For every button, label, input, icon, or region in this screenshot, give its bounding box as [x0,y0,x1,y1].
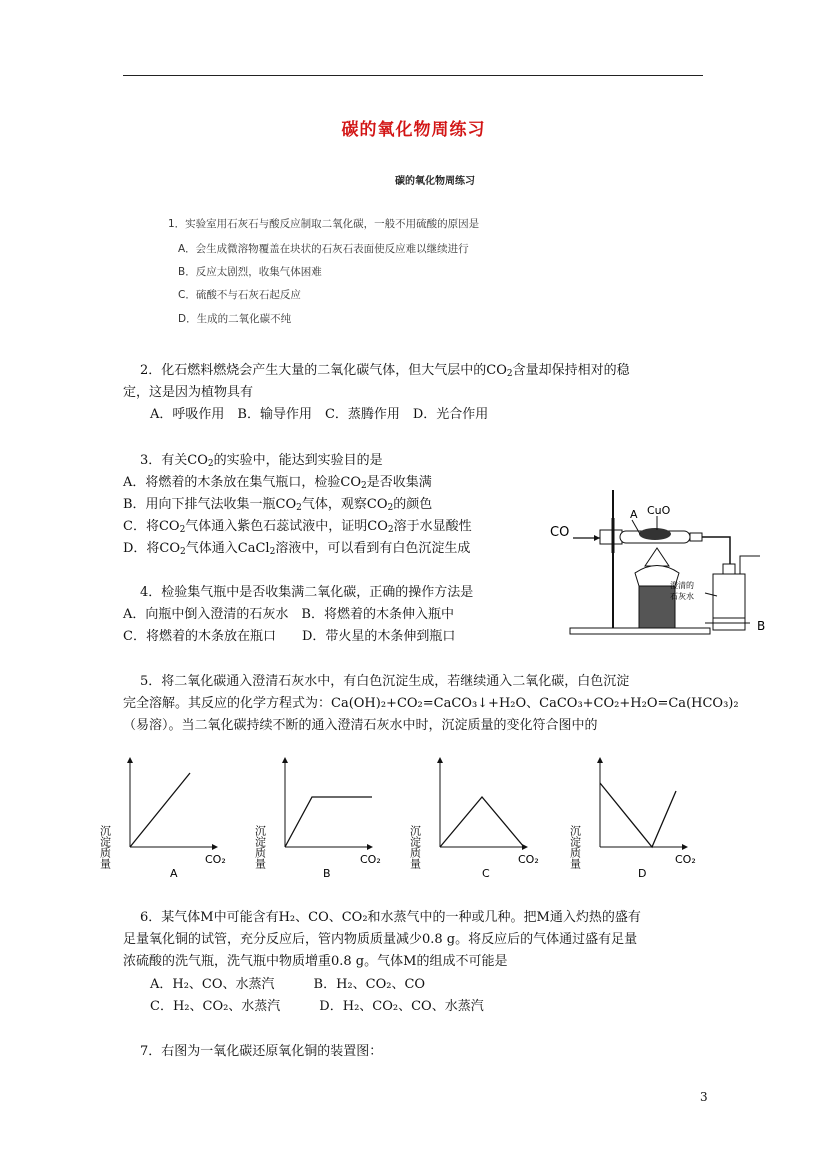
svg-text:CuO: CuO [647,504,671,517]
page-number: 3 [700,1090,708,1104]
q1-option-a: A．会生成微溶物覆盖在块状的石灰石表面使反应难以继续进行 [178,243,469,255]
q1-option-c: C．硫酸不与石灰石起反应 [178,289,301,301]
graph-a-ylabel: 沉淀质量 [98,825,112,869]
svg-text:B: B [757,619,766,633]
graph-b [254,760,381,880]
q1-option-d: D．生成的二氧化碳不纯 [178,313,292,325]
q3-stem: 3．有关$CO_2$的实验中，能达到实验目的是 [140,453,383,469]
scan-title: 碳的氧化物周练习 [395,176,475,187]
graph-a-label: A [170,867,178,880]
q1-stem: 1．实验室用石灰石与酸反应制取二氧化碳，一般不用硫酸的原因是 [168,218,480,230]
q6-options-cd: C．H₂、CO₂、水蒸汽 D．H₂、CO₂、CO、水蒸汽 [150,999,484,1014]
svg-text:石灰水: 石灰水 [670,592,694,601]
graph-c-curve [440,797,524,847]
q6-line-3: 浓硫酸的洗气瓶，洗气瓶中物质增重0.8 g。气体M的组成不可能是 [123,954,508,969]
q6-line-1: 6．某气体M中可能含有H₂、CO、CO₂和水蒸气中的一种或几种。把M通入灼热的盛有 [140,910,641,925]
svg-text:澄清的: 澄清的 [670,581,694,590]
graph-c-ylabel: 沉淀质量 [408,825,422,869]
q3-option-c: C．将$CO_2$气体通入紫色石蕊试液中，证明$CO_2$溶于水显酸性 [123,519,472,535]
q5-line-2: 完全溶解。其反应的化学方程式为：Ca(OH)₂+CO₂=CaCO₃↓+H₂O、CaCO₃+CO₂+H₂O=Ca(HCO₃)₂ [123,696,739,711]
graph-a [99,760,226,880]
precipitate-graphs [100,755,720,885]
svg-text:A: A [630,508,638,521]
graph-a-curve [130,773,190,847]
graph-b-xlabel: CO₂ [360,853,381,866]
svg-text:CO: CO [550,525,570,540]
graph-d-label: D [638,867,647,880]
q3-option-b: B．用向下排气法收集一瓶$CO_2$气体，观察$CO_2$的颜色 [123,497,433,513]
q4-stem: 4．检验集气瓶中是否收集满二氧化碳，正确的操作方法是 [140,585,474,600]
q2-line-2: 定，这是因为植物具有 [123,385,254,400]
q6-options-ab: A．H₂、CO、水蒸汽 B．H₂、CO₂、CO [150,977,426,992]
header-rule [123,75,703,76]
q4-options-cd: C．将燃着的木条放在瓶口 D．带火星的木条伸到瓶口 [123,629,456,644]
q6-line-2: 足量氧化铜的试管，充分反应后，管内物质质量减少0.8 g。将反应后的气体通过盛有足量 [123,932,638,947]
graph-d-ylabel: 沉淀质量 [568,825,582,869]
graph-d-curve [600,783,676,847]
q1-option-b: B．反应太剧烈，收集气体困难 [178,266,322,278]
graph-b-label: B [323,867,331,880]
graph-c-xlabel: CO₂ [518,853,539,866]
q3-option-a: A．将燃着的木条放在集气瓶口，检验$CO_2$是否收集满 [123,475,432,491]
graph-b-ylabel: 沉淀质量 [253,825,267,869]
q5-line-3: （易溶）。当二氧化碳持续不断的通入澄清石灰水中时，沉淀质量的变化符合图中的 [123,718,598,733]
q2-line-1: 2．化石燃料燃烧会产生大量的二氧化碳气体，但大气层中的$CO_2$含量却保持相对的稳 [140,363,630,379]
q3-option-d: D．将$CO_2$气体通入CaCl$_2$溶液中，可以看到有白色沉淀生成 [123,541,471,557]
graph-a-xlabel: CO₂ [205,853,226,866]
graph-d-xlabel: CO₂ [675,853,696,866]
graph-c [409,760,539,880]
q5-line-1: 5．将二氧化碳通入澄清石灰水中，有白色沉淀生成，若继续通入二氧化碳，白色沉淀 [140,674,630,689]
q4-options-ab: A．向瓶中倒入澄清的石灰水 B．将燃着的木条伸入瓶中 [123,607,454,622]
q7-stem: 7．右图为一氧化碳还原氧化铜的装置图： [140,1044,383,1059]
scanned-question-1 [140,160,540,340]
graph-b-curve [285,797,372,847]
co-reduction-apparatus [545,478,775,643]
page-title: 碳的氧化物周练习 [341,120,486,140]
q2-options: A．呼吸作用 B．输导作用 C．蒸腾作用 D．光合作用 [150,407,489,422]
graph-d [569,760,696,880]
graph-c-label: C [482,867,490,880]
